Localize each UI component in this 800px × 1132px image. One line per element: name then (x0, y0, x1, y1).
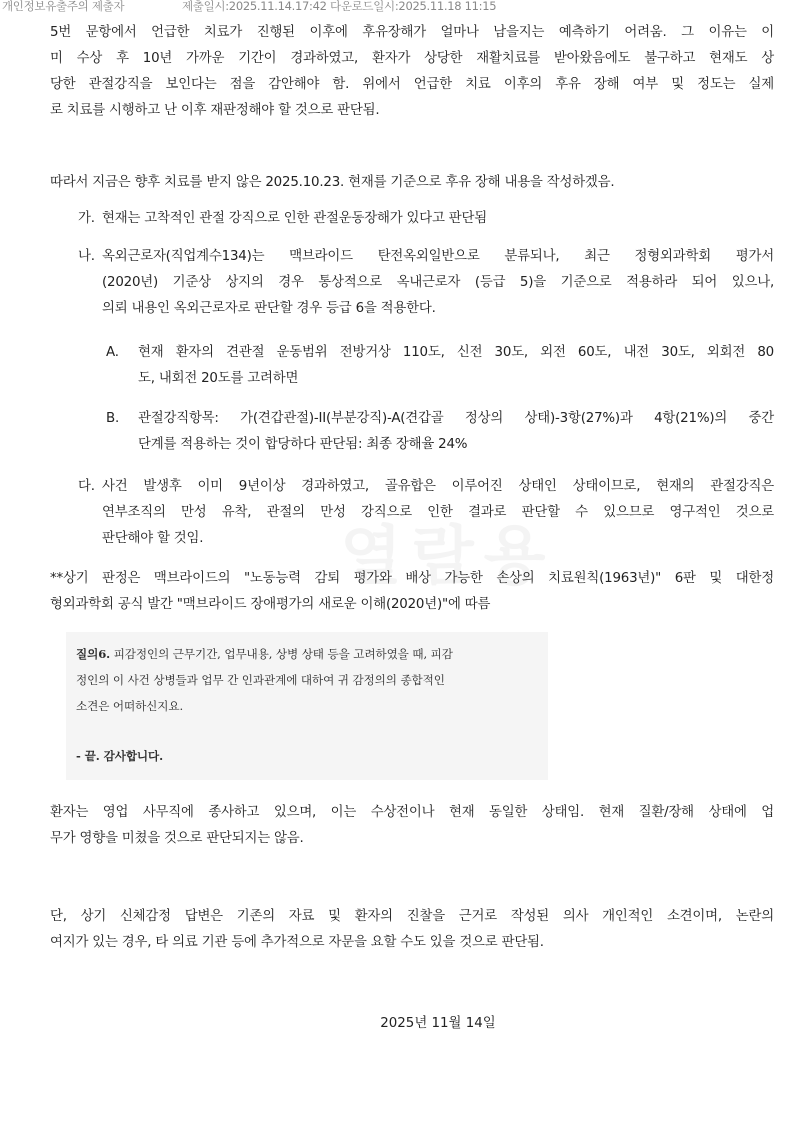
text-line: 단, 상기 신체감정 답변은 기존의 자료 및 환자의 진찰을 근거로 작성된 의사 개인적인 소견이며, 논란의 (50, 909, 774, 924)
text-line: 관절강직항목: 가(견갑관절)-II(부분강직)-A(견갑골 정상의 상태)-3항(27%)과 4항(21%)의 중간 (138, 411, 774, 426)
item-na (78, 244, 774, 324)
text-line: (2020년) 기준상 상지의 경우 통상적으로 옥내근로자 (등급 5)을 기준으로 적용하라 되어 있으나, (102, 275, 774, 290)
text-line: 당한 관절강직을 보인다는 점을 감안해야 함. 위에서 언급한 치료 이후의 후유 장해 여부 및 정도는 실제 (50, 77, 774, 92)
text-line: 판단해야 할 것임. (102, 531, 204, 546)
scanned-question-excerpt (66, 632, 548, 780)
text-line: 환자는 영업 사무직에 종사하고 있으며, 이는 수상전이나 현재 동일한 상태임. 현재 질환/장해 상태에 업 (50, 805, 774, 820)
text-line: 현재는 고착적인 관절 강직으로 인한 관절운동장해가 있다고 판단됨 (102, 211, 487, 226)
header-warning: 개인정보유출주의 제출자 (2, 0, 125, 13)
header-timestamps: 제출일시:2025.11.14.17:42 다운로드일시:2025.11.18 11:15 (182, 0, 497, 13)
document-header (0, 0, 800, 18)
item-marker: 나. (78, 249, 95, 264)
text-line: 따라서 지금은 향후 치료를 받지 않은 2025.10.23. 현재를 기준으로 후유 장해 내용을 작성하겠음. (50, 175, 615, 190)
paragraph-reference-note (50, 566, 774, 618)
paragraph-basis (50, 170, 774, 196)
closing-text: - 끝. 감사합니다. (76, 749, 164, 763)
question-text: 소견은 어떠하신지요. (76, 699, 184, 713)
text-line: 도, 내회전 20도를 고려하면 (138, 371, 299, 386)
paragraph-occupation (50, 800, 774, 852)
text-line: 무가 영향을 미쳤을 것으로 판단되지는 않음. (50, 831, 304, 846)
item-marker: 가. (78, 211, 95, 226)
item-marker: A. (106, 345, 119, 360)
paragraph-disclaimer (50, 904, 774, 956)
text-line: 여지가 있는 경우, 타 의료 기관 등에 추가적으로 자문을 요할 수도 있을 것으로 판단됨. (50, 935, 544, 950)
text-line: 현재 환자의 견관절 운동범위 전방거상 110도, 신전 30도, 외전 60도, 내전 30도, 외회전 80 (138, 345, 774, 360)
question-text: 피감정인의 근무기간, 업무내용, 상병 상태 등을 고려하였을 때, 피감 (113, 647, 453, 661)
paragraph-prognosis (50, 20, 774, 124)
question-label: 질의6. (76, 647, 111, 661)
item-da (78, 474, 774, 554)
text-line: 형외과학회 공식 발간 "맥브라이드 장애평가의 새로운 이해(2020년)"에 따름 (50, 597, 491, 612)
text-line: 의뢰 내용인 옥외근로자로 판단할 경우 등급 6을 적용한다. (102, 301, 436, 316)
text-line: 5번 문항에서 언급한 치료가 진행된 이후에 후유장해가 얼마나 남을지는 예측하기 어려움. 그 이유는 이 (50, 25, 774, 40)
item-marker: 다. (78, 479, 95, 494)
text-line: 사건 발생후 이미 9년이상 경과하였고, 골유합은 이루어진 상태인 상태이므로, 현재의 관절강직은 (102, 479, 774, 494)
text-line: 옥외근로자(직업계수134)는 맥브라이드 탄전옥외일반으로 분류되나, 최근 정형외과학회 평가서 (102, 249, 774, 264)
item-marker: B. (106, 411, 120, 426)
text-line: 미 수상 후 10년 가까운 기간이 경과하였고, 환자가 상당한 재활치료를 받아왔음에도 불구하고 현재도 상 (50, 51, 774, 66)
item-b (106, 406, 774, 460)
text-line: 연부조직의 만성 유착, 관절의 만성 강직으로 인한 결과로 판단할 수 있으므로 영구적인 것으로 (102, 505, 774, 520)
document-date: 2025년 11월 14일 (380, 1016, 496, 1031)
text-line: 로 치료를 시행하고 난 이후 재판정해야 할 것으로 판단됨. (50, 103, 380, 118)
question-text: 정인의 이 사건 상병들과 업무 간 인과관계에 대하여 귀 감정의의 종합적인 (76, 673, 445, 687)
item-ga (78, 206, 774, 232)
item-a (106, 340, 774, 394)
text-line: 단계를 적용하는 것이 합당하다 판단됨: 최종 장해율 24% (138, 437, 468, 452)
text-line: **상기 판정은 맥브라이드의 "노동능력 감퇴 평가와 배상 가능한 손상의 치료원칙(1963년)" 6판 및 대한정 (50, 571, 774, 586)
watermark: 열람용 (340, 520, 556, 594)
